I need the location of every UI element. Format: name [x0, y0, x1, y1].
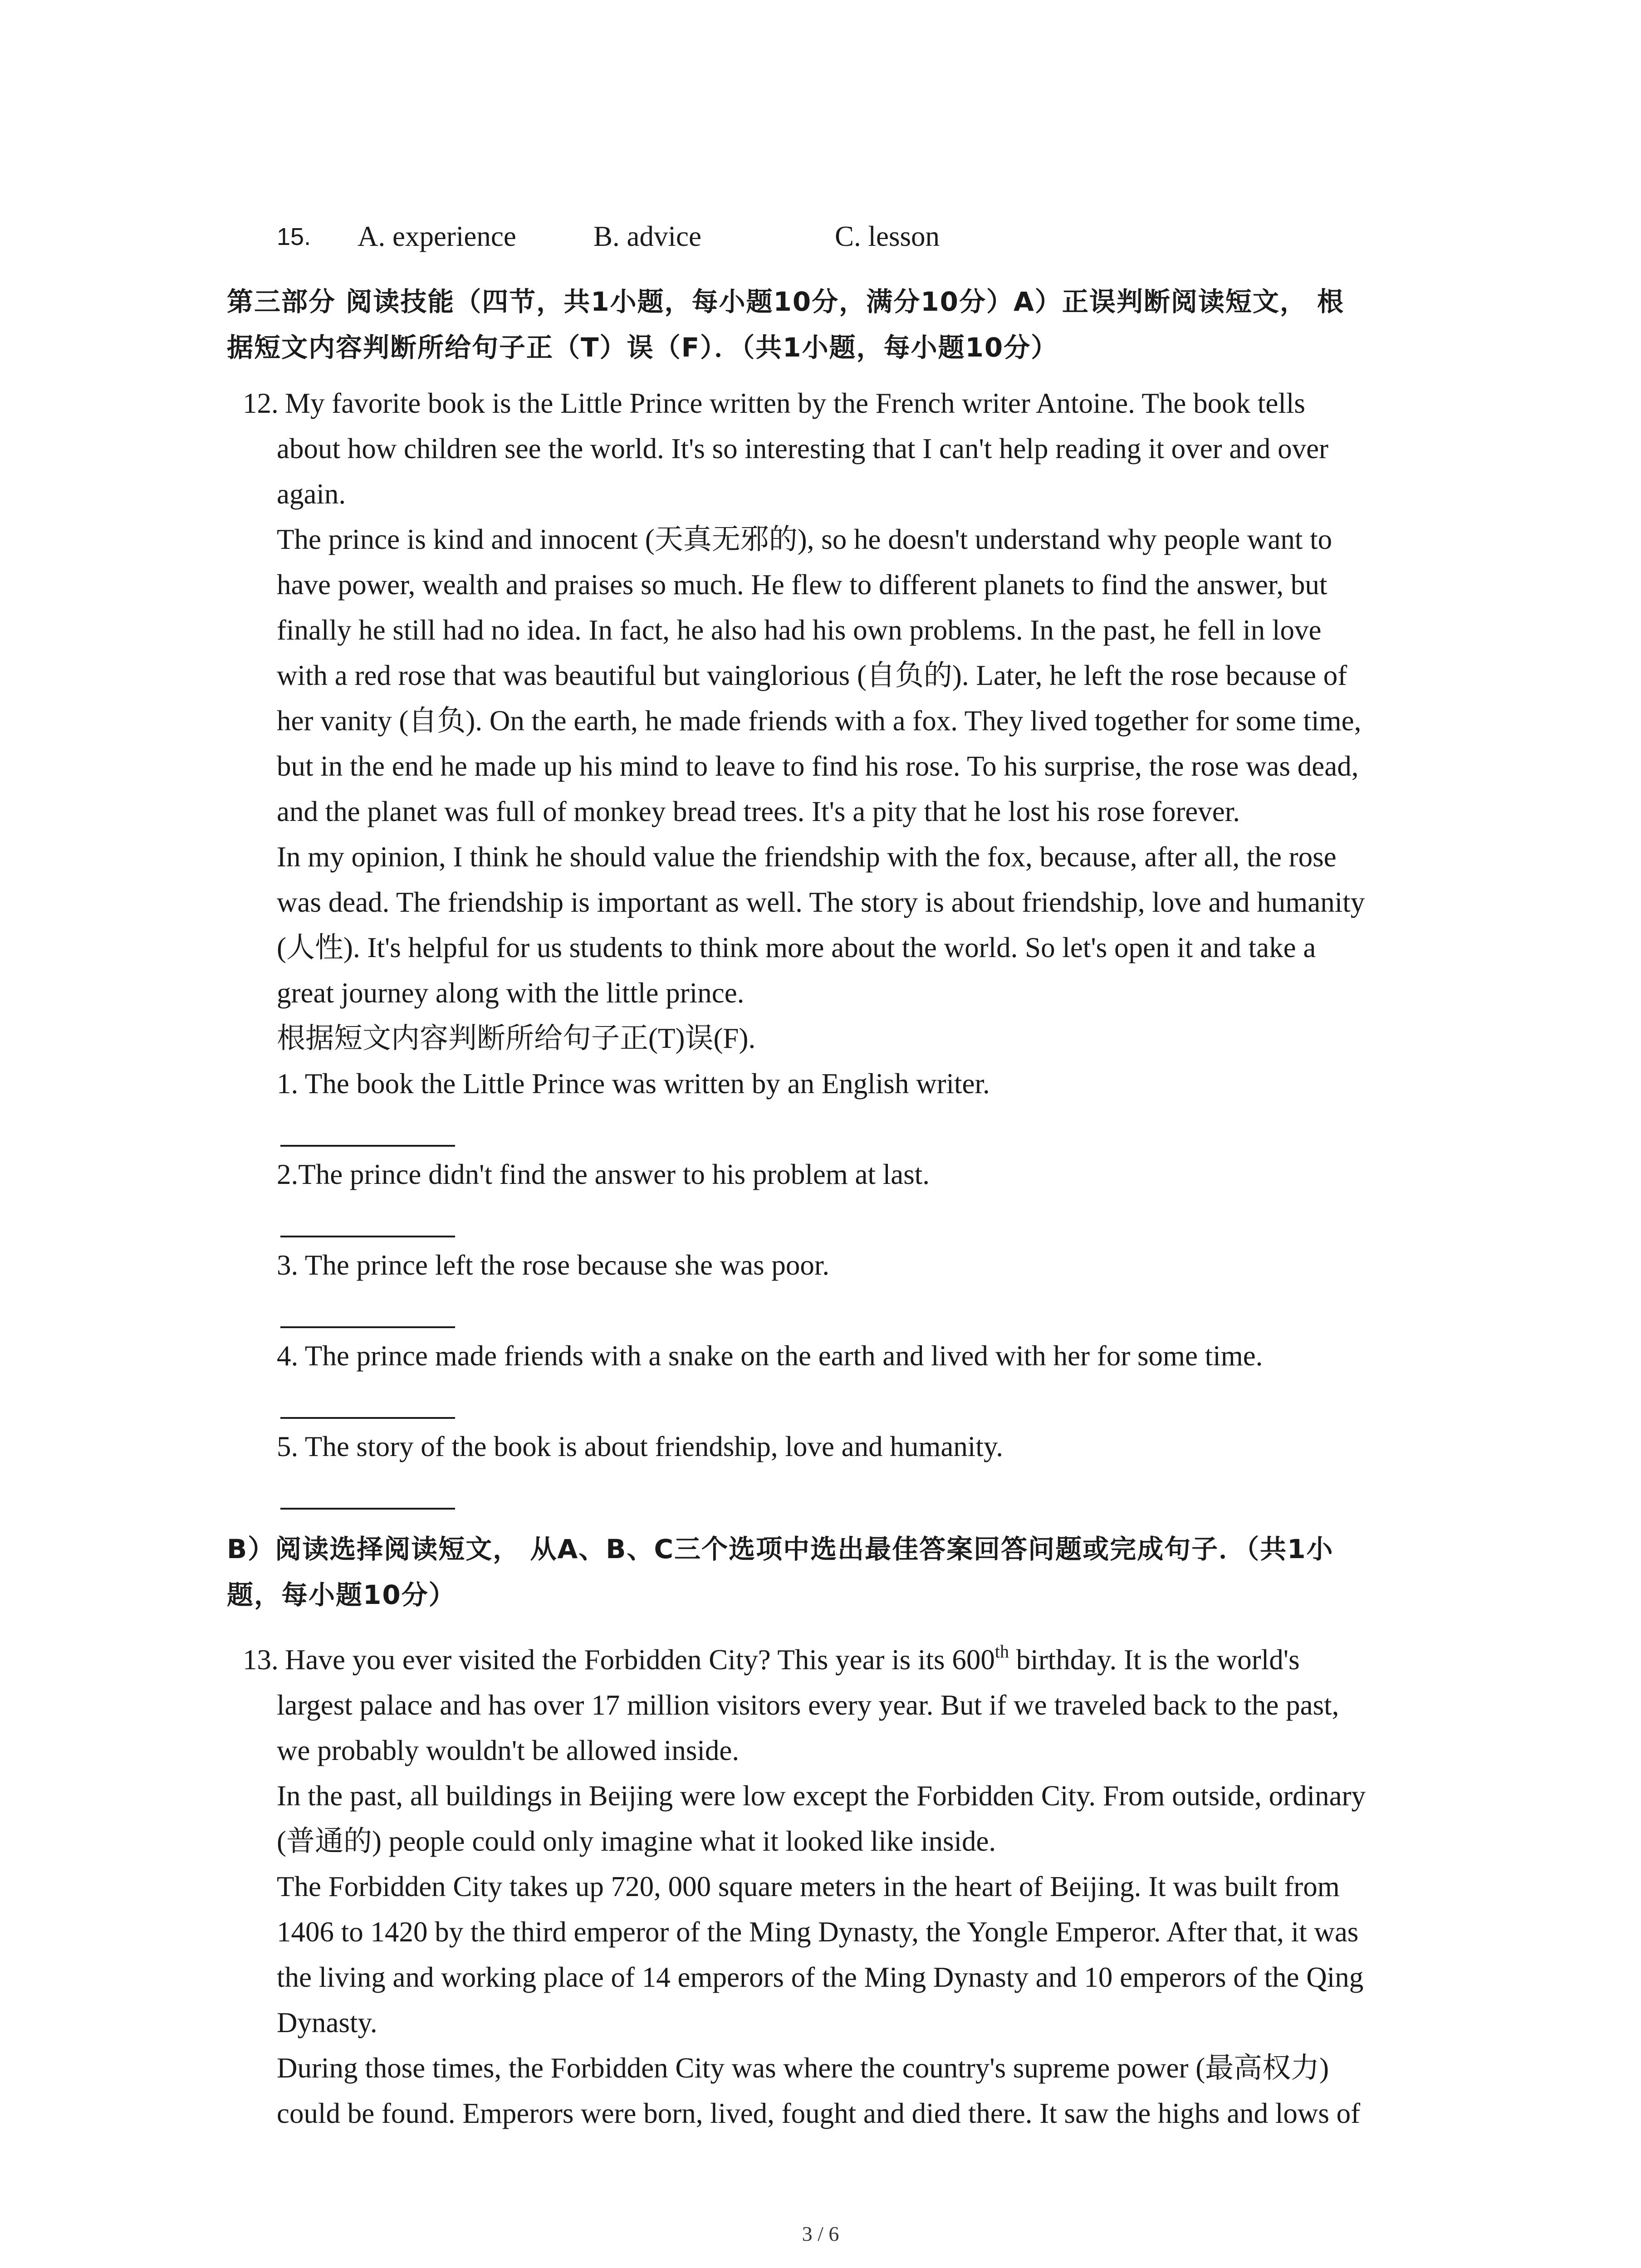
question-15-option-b: B. advice [593, 220, 701, 252]
passage-13-line: the living and working place of 14 emperors of the Ming Dynasty and 10 emperors of the Qing [277, 1961, 1364, 1993]
passage-12-instruction: 根据短文内容判断所给句子正(T)误(F). [277, 1022, 756, 1054]
question-15-number: 15. [277, 223, 311, 250]
passage-13-text: birthday. It is the world's [1009, 1644, 1300, 1676]
partB-heading-line1: B）阅读选择阅读短文， 从A、B、C三个选项中选出最佳答案回答问题或完成句子．（共1小 [227, 1534, 1334, 1564]
passage-12-line: and the planet was full of monkey bread trees. It's a pity that he lost his rose forever. [277, 796, 1240, 827]
statement-5: 5. The story of the book is about friendship, love and humanity. [277, 1431, 1003, 1462]
question-15-option-a: A. experience [358, 220, 516, 252]
passage-13-line: Dynasty. [277, 2007, 377, 2038]
page-number: 3 / 6 [802, 2222, 839, 2245]
passage-13-line: we probably wouldn't be allowed inside. [277, 1735, 740, 1766]
passage-13-first-line [285, 1641, 1300, 1676]
question-13-number: 13. [243, 1644, 279, 1676]
passage-12-line: again. [277, 478, 346, 510]
answer-blank-1[interactable] [280, 1145, 455, 1147]
question-15-option-c: C. lesson [835, 220, 940, 252]
passage-13-line: (普通的) people could only imagine what it looked like inside. [277, 1825, 996, 1857]
answer-blank-4[interactable] [280, 1417, 455, 1419]
passage-12-line: My favorite book is the Little Prince written by the French writer Antoine. The book tells [285, 387, 1305, 419]
passage-12-line: have power, wealth and praises so much. He flew to different planets to find the answer, but [277, 569, 1327, 601]
statement-1: 1. The book the Little Prince was written by an English writer. [277, 1068, 990, 1100]
passage-13-line: largest palace and has over 17 million visitors every year. But if we traveled back to the past, [277, 1689, 1339, 1721]
passage-12-line: about how children see the world. It's so interesting that I can't help reading it over and over [277, 433, 1329, 464]
passage-13-line: The Forbidden City takes up 720, 000 square meters in the heart of Beijing. It was built from [277, 1871, 1340, 1902]
passage-12-line: with a red rose that was beautiful but vainglorious (自负的). Later, he left the rose because of [277, 660, 1347, 691]
passage-12-line: (人性). It's helpful for us students to think more about the world. So let's open it and take a [277, 932, 1316, 963]
part3-heading-line2: 据短文内容判断所给句子正（T）误（F）．（共1小题，每小题10分） [227, 332, 1058, 363]
passage-12-line: but in the end he made up his mind to leave to find his rose. To his surprise, the rose was dead, [277, 750, 1359, 782]
answer-blank-3[interactable] [280, 1326, 455, 1328]
answer-blank-5[interactable] [280, 1508, 455, 1510]
passage-12-line: In my opinion, I think he should value the friendship with the fox, because, after all, the rose [277, 841, 1337, 873]
passage-12-line: her vanity (自负). On the earth, he made friends with a fox. They lived together for some time, [277, 705, 1362, 737]
statement-3: 3. The prince left the rose because she was poor. [277, 1249, 830, 1281]
passage-12-line: The prince is kind and innocent (天真无邪的), so he doesn't understand why people want to [277, 523, 1332, 555]
passage-13-text: Have you ever visited the Forbidden City? This year is its 600 [285, 1644, 995, 1676]
partB-heading-line2: 题，每小题10分） [227, 1579, 456, 1610]
answer-blank-2[interactable] [280, 1236, 455, 1237]
statement-2: 2.The prince didn't find the answer to his problem at last. [277, 1158, 930, 1190]
passage-13-line: 1406 to 1420 by the third emperor of the Ming Dynasty, the Yongle Emperor. After that, it was [277, 1916, 1359, 1948]
passage-12-line: finally he still had no idea. In fact, he also had his own problems. In the past, he fell in love [277, 614, 1322, 646]
passage-13-line: During those times, the Forbidden City was where the country's supreme power (最高权力) [277, 2052, 1329, 2084]
superscript-th: th [994, 1641, 1009, 1662]
part3-heading-line1: 第三部分 阅读技能（四节，共1小题，每小题10分，满分10分）A）正误判断阅读短文， 根 [227, 286, 1345, 317]
statement-4: 4. The prince made friends with a snake on the earth and lived with her for some time. [277, 1340, 1263, 1372]
passage-12-line: great journey along with the little prince. [277, 977, 745, 1009]
passage-13-line: could be found. Emperors were born, lived, fought and died there. It saw the highs and lows of [277, 2097, 1361, 2129]
passage-12-line: was dead. The friendship is important as well. The story is about friendship, love and humanity [277, 886, 1365, 918]
question-12-number: 12. [243, 387, 279, 419]
passage-13-line: In the past, all buildings in Beijing were low except the Forbidden City. From outside, ordinary [277, 1780, 1366, 1812]
